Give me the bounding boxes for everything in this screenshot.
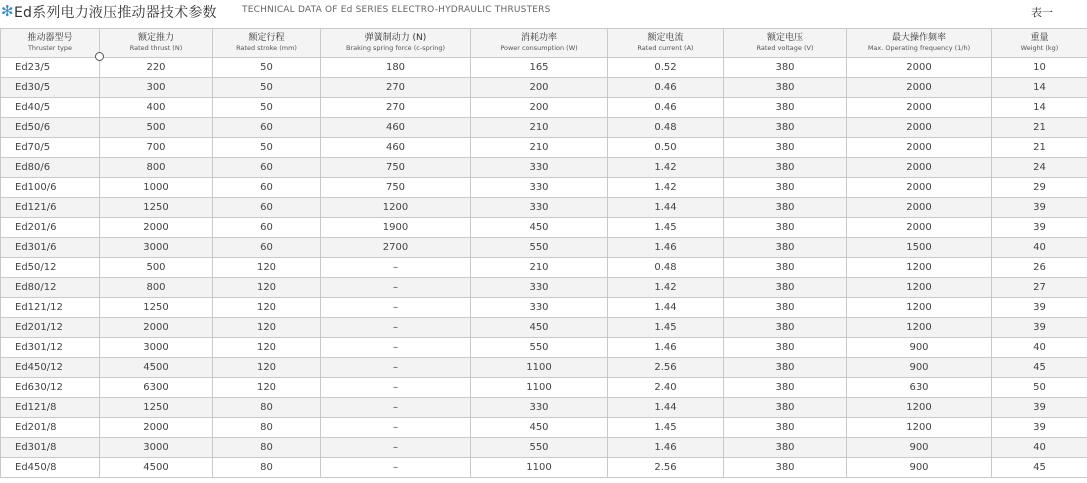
cell-voltage: 380 <box>724 238 847 258</box>
cell-model: Ed121/12 <box>1 298 100 318</box>
cell-current: 0.46 <box>608 98 724 118</box>
cell-current: 0.50 <box>608 138 724 158</box>
table-row <box>1 258 1087 278</box>
cell-frequency: 900 <box>847 338 992 358</box>
cell-frequency: 2000 <box>847 78 992 98</box>
header-zh: 额定电流 <box>647 33 684 43</box>
cell-spring-force: – <box>321 438 471 458</box>
table-row <box>1 318 1087 338</box>
cell-voltage: 380 <box>724 198 847 218</box>
table-row <box>1 378 1087 398</box>
cell-spring-force: 460 <box>321 118 471 138</box>
cell-model: Ed630/12 <box>1 378 100 398</box>
cell-spring-force: – <box>321 358 471 378</box>
cell-spring-force: – <box>321 318 471 338</box>
cell-voltage: 380 <box>724 78 847 98</box>
cell-power: 330 <box>471 198 608 218</box>
cell-voltage: 380 <box>724 98 847 118</box>
header-zh: 最大操作频率 <box>891 33 946 43</box>
cell-stroke: 50 <box>213 78 321 98</box>
cell-weight: 24 <box>992 158 1087 178</box>
star-icon: ✻ <box>1 2 14 20</box>
title-chinese: Ed系列电力液压推动器技术参数 <box>14 5 217 21</box>
cell-spring-force: 270 <box>321 78 471 98</box>
cell-power: 330 <box>471 298 608 318</box>
cell-power: 330 <box>471 178 608 198</box>
cell-model: Ed121/6 <box>1 198 100 218</box>
cell-model: Ed70/5 <box>1 138 100 158</box>
cell-spring-force: – <box>321 278 471 298</box>
cell-stroke: 50 <box>213 58 321 78</box>
cell-stroke: 120 <box>213 338 321 358</box>
table-row <box>1 398 1087 418</box>
cell-current: 1.44 <box>608 298 724 318</box>
header-cell-rated-stroke <box>213 29 321 58</box>
cell-power: 200 <box>471 78 608 98</box>
cell-frequency: 1200 <box>847 278 992 298</box>
cell-current: 0.48 <box>608 118 724 138</box>
cell-model: Ed30/5 <box>1 78 100 98</box>
cell-stroke: 60 <box>213 198 321 218</box>
cell-voltage: 380 <box>724 218 847 238</box>
cell-stroke: 50 <box>213 138 321 158</box>
cell-power: 450 <box>471 218 608 238</box>
header-zh: 消耗功率 <box>520 33 557 43</box>
header-cell-thruster-type <box>1 29 100 58</box>
cell-voltage: 380 <box>724 398 847 418</box>
cell-current: 1.46 <box>608 338 724 358</box>
cell-current: 1.46 <box>608 238 724 258</box>
cell-power: 210 <box>471 118 608 138</box>
cell-spring-force: – <box>321 378 471 398</box>
cell-voltage: 380 <box>724 418 847 438</box>
table-row <box>1 78 1087 98</box>
cell-model: Ed50/12 <box>1 258 100 278</box>
cell-current: 1.44 <box>608 398 724 418</box>
cell-thrust: 500 <box>100 258 213 278</box>
cell-weight: 10 <box>992 58 1087 78</box>
cell-spring-force: 270 <box>321 98 471 118</box>
cell-model: Ed301/12 <box>1 338 100 358</box>
cell-voltage: 380 <box>724 118 847 138</box>
table-row <box>1 298 1087 318</box>
cell-current: 2.40 <box>608 378 724 398</box>
cell-model: Ed100/6 <box>1 178 100 198</box>
cell-power: 1100 <box>471 378 608 398</box>
cell-weight: 40 <box>992 438 1087 458</box>
cell-frequency: 1200 <box>847 398 992 418</box>
cell-stroke: 120 <box>213 258 321 278</box>
cell-frequency: 2000 <box>847 198 992 218</box>
technical-data-table <box>0 28 1087 478</box>
cell-frequency: 900 <box>847 358 992 378</box>
cell-frequency: 1200 <box>847 418 992 438</box>
cell-thrust: 1250 <box>100 198 213 218</box>
cell-power: 1100 <box>471 358 608 378</box>
cell-thrust: 3000 <box>100 438 213 458</box>
cell-frequency: 1200 <box>847 298 992 318</box>
cell-spring-force: – <box>321 298 471 318</box>
header-zh: 额定电压 <box>766 33 803 43</box>
table-header-row <box>1 29 1087 58</box>
cell-current: 1.42 <box>608 178 724 198</box>
cell-power: 550 <box>471 238 608 258</box>
cell-weight: 39 <box>992 198 1087 218</box>
cell-spring-force: 460 <box>321 138 471 158</box>
cell-frequency: 2000 <box>847 118 992 138</box>
cell-thrust: 2000 <box>100 318 213 338</box>
table-row <box>1 218 1087 238</box>
table-row <box>1 238 1087 258</box>
header-cell-power-consumption <box>471 29 608 58</box>
cell-weight: 40 <box>992 238 1087 258</box>
cell-weight: 27 <box>992 278 1087 298</box>
cell-voltage: 380 <box>724 378 847 398</box>
header-en: Weight (kg) <box>1020 44 1059 52</box>
cell-stroke: 80 <box>213 398 321 418</box>
cell-stroke: 120 <box>213 278 321 298</box>
cell-model: Ed23/5 <box>1 58 100 78</box>
cell-voltage: 380 <box>724 458 847 478</box>
cell-frequency: 2000 <box>847 158 992 178</box>
cell-frequency: 1200 <box>847 318 992 338</box>
cell-thrust: 6300 <box>100 378 213 398</box>
header-en: Power consumption (W) <box>500 44 578 52</box>
cell-frequency: 2000 <box>847 138 992 158</box>
cell-voltage: 380 <box>724 58 847 78</box>
cell-current: 1.42 <box>608 278 724 298</box>
cell-thrust: 3000 <box>100 238 213 258</box>
cell-frequency: 1500 <box>847 238 992 258</box>
cell-thrust: 2000 <box>100 218 213 238</box>
cell-current: 0.48 <box>608 258 724 278</box>
cell-voltage: 380 <box>724 298 847 318</box>
cell-stroke: 60 <box>213 178 321 198</box>
table-row <box>1 338 1087 358</box>
cell-thrust: 400 <box>100 98 213 118</box>
cell-voltage: 380 <box>724 178 847 198</box>
cell-spring-force: – <box>321 338 471 358</box>
cell-model: Ed201/8 <box>1 418 100 438</box>
cell-thrust: 700 <box>100 138 213 158</box>
cell-spring-force: – <box>321 418 471 438</box>
cell-voltage: 380 <box>724 318 847 338</box>
cell-spring-force: 2700 <box>321 238 471 258</box>
header-zh: 额定推力 <box>137 33 174 43</box>
cell-current: 1.45 <box>608 318 724 338</box>
cell-power: 550 <box>471 338 608 358</box>
cell-weight: 29 <box>992 178 1087 198</box>
cell-current: 1.46 <box>608 438 724 458</box>
cell-frequency: 900 <box>847 438 992 458</box>
cell-thrust: 300 <box>100 78 213 98</box>
cell-stroke: 120 <box>213 378 321 398</box>
cell-frequency: 2000 <box>847 218 992 238</box>
cell-power: 1100 <box>471 458 608 478</box>
cell-thrust: 800 <box>100 158 213 178</box>
cell-thrust: 800 <box>100 278 213 298</box>
cell-model: Ed80/6 <box>1 158 100 178</box>
cell-spring-force: 1200 <box>321 198 471 218</box>
cell-thrust: 3000 <box>100 338 213 358</box>
cell-power: 165 <box>471 58 608 78</box>
cell-voltage: 380 <box>724 438 847 458</box>
header-cell-rated-current <box>608 29 724 58</box>
cell-stroke: 80 <box>213 438 321 458</box>
cell-thrust: 1000 <box>100 178 213 198</box>
cell-spring-force: 1900 <box>321 218 471 238</box>
cell-model: Ed201/6 <box>1 218 100 238</box>
cell-model: Ed121/8 <box>1 398 100 418</box>
cell-current: 1.44 <box>608 198 724 218</box>
table-number: 表一 <box>1031 6 1053 19</box>
cell-current: 0.46 <box>608 78 724 98</box>
cell-current: 2.56 <box>608 358 724 378</box>
header-cell-max-frequency <box>847 29 992 58</box>
header-zh: 弹簧制动力 (N) <box>364 33 427 43</box>
cell-spring-force: – <box>321 398 471 418</box>
cell-stroke: 60 <box>213 238 321 258</box>
header-en: Thruster type <box>27 44 73 52</box>
header-en: Rated stroke (mm) <box>236 44 297 52</box>
header-en: Max. Operating frequency (1/h) <box>867 44 971 52</box>
cell-stroke: 50 <box>213 98 321 118</box>
cell-spring-force: 750 <box>321 178 471 198</box>
cell-frequency: 2000 <box>847 58 992 78</box>
cell-stroke: 120 <box>213 358 321 378</box>
cell-voltage: 380 <box>724 158 847 178</box>
table-row <box>1 198 1087 218</box>
cell-power: 450 <box>471 418 608 438</box>
header-cell-rated-thrust <box>100 29 213 58</box>
cell-power: 210 <box>471 258 608 278</box>
cell-weight: 14 <box>992 78 1087 98</box>
cell-power: 210 <box>471 138 608 158</box>
cell-stroke: 120 <box>213 318 321 338</box>
cell-thrust: 4500 <box>100 458 213 478</box>
cell-power: 450 <box>471 318 608 338</box>
cell-frequency: 2000 <box>847 98 992 118</box>
table-row <box>1 278 1087 298</box>
cell-model: Ed50/6 <box>1 118 100 138</box>
cell-thrust: 1250 <box>100 298 213 318</box>
cell-voltage: 380 <box>724 338 847 358</box>
table-row <box>1 138 1087 158</box>
cell-frequency: 630 <box>847 378 992 398</box>
header-cell-rated-voltage <box>724 29 847 58</box>
header-zh: 额定行程 <box>248 33 285 43</box>
cell-model: Ed80/12 <box>1 278 100 298</box>
table-row <box>1 98 1087 118</box>
cell-stroke: 60 <box>213 158 321 178</box>
cell-weight: 39 <box>992 218 1087 238</box>
cell-model: Ed301/6 <box>1 238 100 258</box>
cell-power: 330 <box>471 158 608 178</box>
cell-voltage: 380 <box>724 138 847 158</box>
header-en: Braking spring force (c-spring) <box>346 44 445 52</box>
cell-spring-force: 750 <box>321 158 471 178</box>
cell-power: 330 <box>471 278 608 298</box>
cell-weight: 50 <box>992 378 1087 398</box>
cell-frequency: 900 <box>847 458 992 478</box>
cell-current: 2.56 <box>608 458 724 478</box>
header-en: Rated voltage (V) <box>756 44 814 52</box>
cell-weight: 39 <box>992 418 1087 438</box>
cell-voltage: 380 <box>724 358 847 378</box>
cell-frequency: 1200 <box>847 258 992 278</box>
cell-spring-force: – <box>321 458 471 478</box>
cell-weight: 40 <box>992 338 1087 358</box>
cell-current: 0.52 <box>608 58 724 78</box>
table-row <box>1 118 1087 138</box>
cell-model: Ed450/8 <box>1 458 100 478</box>
table-row <box>1 158 1087 178</box>
cell-stroke: 80 <box>213 458 321 478</box>
cell-weight: 45 <box>992 358 1087 378</box>
cell-power: 550 <box>471 438 608 458</box>
cell-current: 1.45 <box>608 418 724 438</box>
cell-weight: 21 <box>992 138 1087 158</box>
cell-stroke: 60 <box>213 218 321 238</box>
cell-spring-force: – <box>321 258 471 278</box>
cell-thrust: 500 <box>100 118 213 138</box>
table-row <box>1 58 1087 78</box>
cell-model: Ed450/12 <box>1 358 100 378</box>
cell-weight: 39 <box>992 398 1087 418</box>
cell-model: Ed40/5 <box>1 98 100 118</box>
cell-frequency: 2000 <box>847 178 992 198</box>
cell-voltage: 380 <box>724 278 847 298</box>
column-marker-dot <box>95 52 104 61</box>
cell-power: 200 <box>471 98 608 118</box>
header-cell-weight <box>992 29 1087 58</box>
cell-thrust: 220 <box>100 58 213 78</box>
header-zh: 重量 <box>1030 33 1049 43</box>
cell-weight: 26 <box>992 258 1087 278</box>
table-row <box>1 458 1087 478</box>
cell-power: 330 <box>471 398 608 418</box>
cell-weight: 14 <box>992 98 1087 118</box>
cell-stroke: 60 <box>213 118 321 138</box>
cell-weight: 21 <box>992 118 1087 138</box>
cell-stroke: 120 <box>213 298 321 318</box>
cell-current: 1.45 <box>608 218 724 238</box>
table-row <box>1 438 1087 458</box>
table-row <box>1 358 1087 378</box>
cell-thrust: 1250 <box>100 398 213 418</box>
cell-model: Ed301/8 <box>1 438 100 458</box>
cell-spring-force: 180 <box>321 58 471 78</box>
title-english: TECHNICAL DATA OF Ed SERIES ELECTRO-HYDRAULIC THRUSTERS <box>242 5 551 15</box>
page-header <box>0 0 1087 28</box>
cell-weight: 45 <box>992 458 1087 478</box>
table-row <box>1 418 1087 438</box>
header-en: Rated thrust (N) <box>129 44 183 52</box>
header-zh: 推动器型号 <box>27 33 73 43</box>
cell-voltage: 380 <box>724 258 847 278</box>
cell-model: Ed201/12 <box>1 318 100 338</box>
header-cell-braking-spring-force <box>321 29 471 58</box>
cell-thrust: 4500 <box>100 358 213 378</box>
cell-thrust: 2000 <box>100 418 213 438</box>
cell-current: 1.42 <box>608 158 724 178</box>
cell-weight: 39 <box>992 318 1087 338</box>
cell-stroke: 80 <box>213 418 321 438</box>
header-en: Rated current (A) <box>637 44 694 52</box>
table-row <box>1 178 1087 198</box>
cell-weight: 39 <box>992 298 1087 318</box>
